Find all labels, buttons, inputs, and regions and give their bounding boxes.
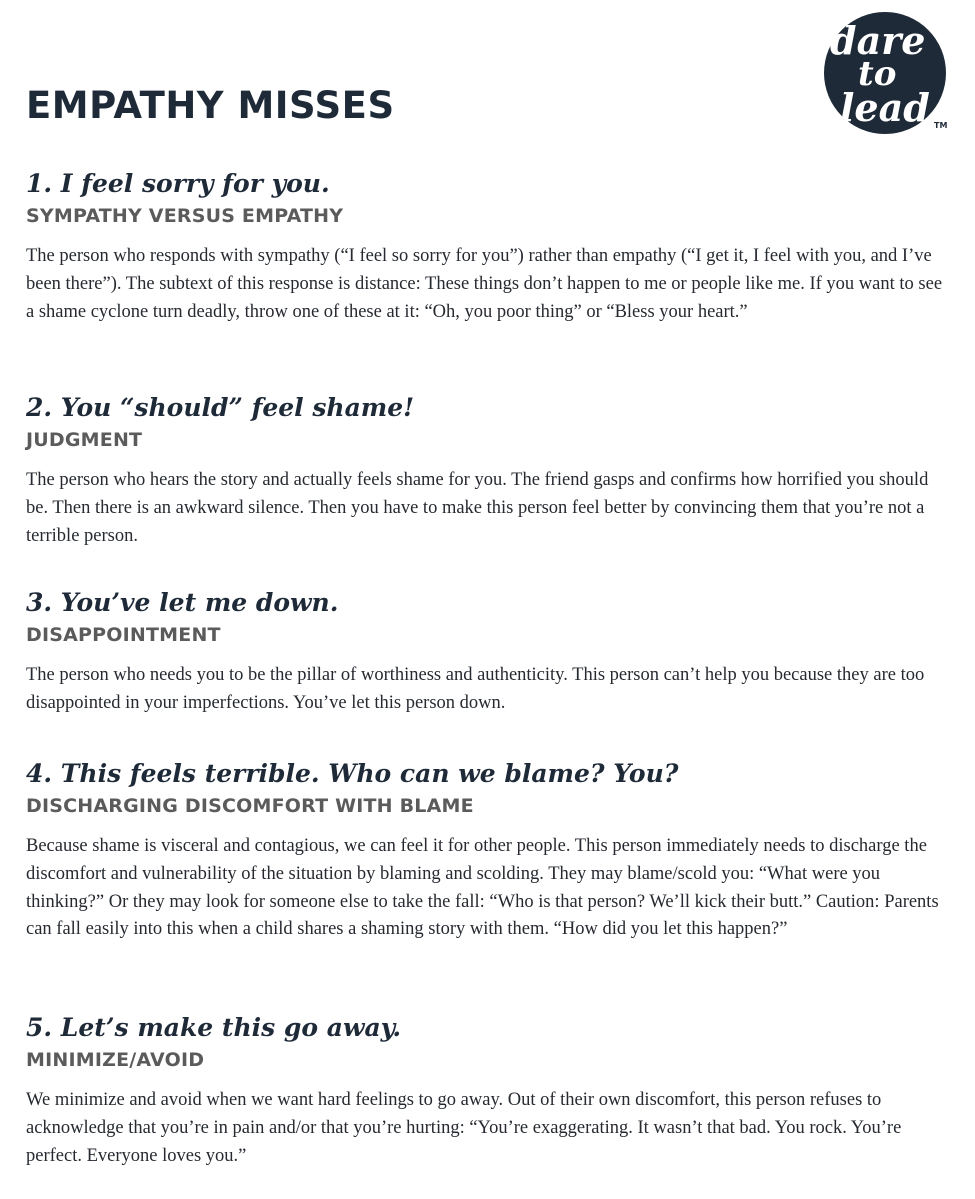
section-sympathy [26, 167, 946, 326]
section-subheading: DISCHARGING DISCOMFORT WITH BLAME [26, 795, 474, 817]
section-body: The person who responds with sympathy (“I feel so sorry for you”) rather than empathy (“I get it, I feel with you, and I’ve been there”). The subtext of this response is distance: These things don’t happen to me or people like me. If you want to see a shame cyclone turn deadly, throw one of these at it: “Oh, you poor thing” or “Bless your heart.” [26, 246, 943, 322]
section-subheading: DISAPPOINTMENT [26, 624, 221, 646]
section-body: Because shame is visceral and contagious, we can feel it for other people. This person immediately needs to discharge the discomfort and vulnerability of the situation by blaming and scolding. They may blame/scold you: “What were you thinking?” Or they may look for someone else to take the fall: “Who is that person? We’ll kick their butt.” Caution: Parents can fall easily into this when a child shares a shaming story with them. “How did you let this happen?” [26, 836, 939, 940]
document-title: EMPATHY MISSES [26, 84, 395, 127]
section-minimize [26, 1011, 946, 1170]
section-heading: 5. Let’s make this go away. [26, 1013, 402, 1042]
dare-to-lead-logo [822, 12, 950, 136]
logo-word-dare: dare [830, 18, 926, 63]
section-heading: 4. This feels terrible. Who can we blame? You? [26, 759, 679, 788]
logo-word-lead: lead [840, 85, 930, 130]
section-subheading: SYMPATHY VERSUS EMPATHY [26, 205, 344, 227]
logo-trademark: TM [934, 121, 948, 130]
section-body: The person who hears the story and actually feels shame for you. The friend gasps and confirms how horrified you should be. Then there is an awkward silence. Then you have to make this person feel better by convincing them that you’re not a terrible person. [26, 470, 929, 546]
logo-word-to: to [858, 54, 897, 94]
section-judgment [26, 391, 946, 550]
section-disappointment [26, 586, 946, 718]
section-body: The person who needs you to be the pillar of worthiness and authenticity. This person can’t help you because they are too disappointed in your imperfections. You’ve let this person down. [26, 665, 925, 713]
section-heading: 1. I feel sorry for you. [26, 169, 330, 198]
section-subheading: JUDGMENT [26, 429, 143, 451]
section-subheading: MINIMIZE/AVOID [26, 1049, 205, 1071]
section-heading: 2. You “should” feel shame! [26, 393, 415, 422]
section-blame [26, 757, 946, 944]
section-heading: 3. You’ve let me down. [26, 588, 339, 617]
section-body: We minimize and avoid when we want hard feelings to go away. Out of their own discomfort, this person refuses to acknowledge that you’re in pain and/or that you’re hurting: “You’re exaggerating. It wasn’t that bad. You rock. You’re perfect. Everyone loves you.” [26, 1090, 902, 1166]
